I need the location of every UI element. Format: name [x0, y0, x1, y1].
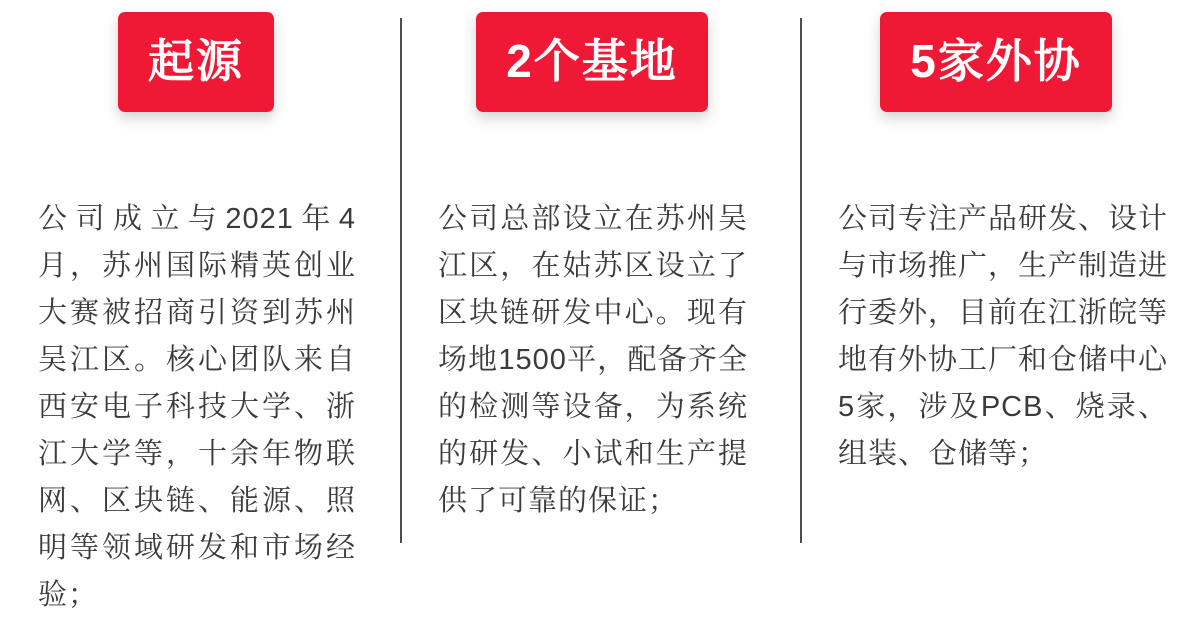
badge-label-partners: 5家外协	[880, 12, 1112, 112]
column-inner-partners	[800, 12, 1200, 478]
body-text-bases: 公司总部设立在苏州吴江区，在姑苏区设立了区块链研发中心。现有场地1500平，配备齐全的检测等设备，为系统的研发、小试和生产提供了可靠的保证；	[438, 203, 748, 517]
column-inner-origin	[0, 12, 400, 619]
content-column-bases	[400, 0, 800, 571]
badge-wrap-bases	[456, 12, 728, 112]
body-text-partners: 公司专注产品研发、设计与市场推广，生产制造进行委外，目前在江浙皖等地有外协工厂和仓储中心5家，涉及PCB、烧录、组装、仓储等；	[838, 203, 1169, 470]
content-column-origin	[0, 0, 400, 611]
body-text-origin: 公司成立与2021年4月，苏州国际精英创业大赛被招商引资到苏州吴江区。核心团队来自西安电子科技大学、浙江大学等，十余年物联网、区块链、能源、照明等领域研发和市场经验；	[38, 203, 356, 611]
badge-label-bases: 2个基地	[476, 12, 708, 112]
badge-wrap-partners	[860, 12, 1132, 112]
content-column-partners	[800, 0, 1200, 571]
badge-wrap-origin	[60, 12, 332, 112]
column-inner-bases	[400, 12, 800, 525]
badge-label-origin: 起源	[118, 12, 274, 112]
